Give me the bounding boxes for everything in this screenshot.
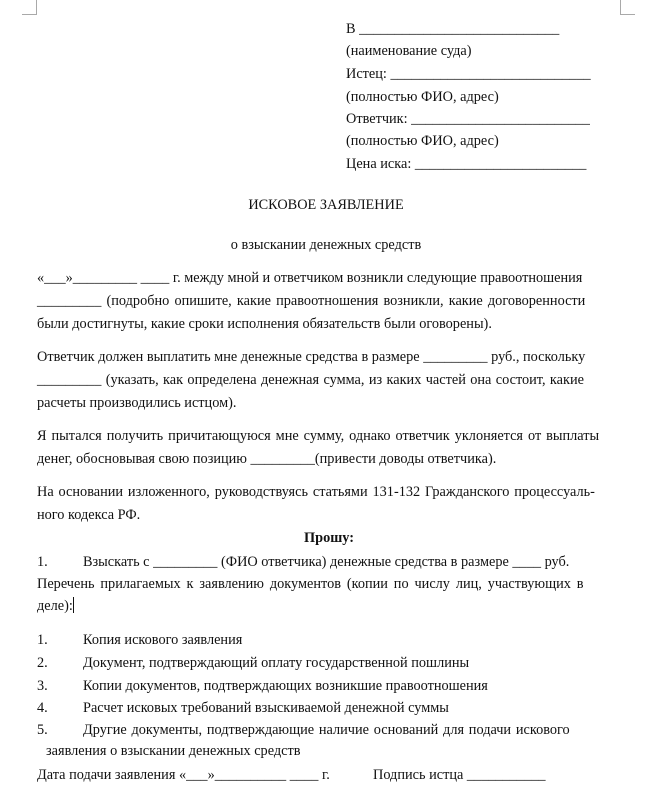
paragraph-line: ного кодекса РФ. [37,507,141,523]
defendant-blank: _________________________ [411,111,590,127]
list-item-number: 2. [37,655,48,671]
defendant-line [346,110,590,128]
list-item [0,629,652,651]
request-heading: Прошу: [304,530,355,546]
plaintiff-label: Истец: [346,66,387,82]
list-item-number: 1. [37,632,48,648]
list-item-number: 5. [37,722,48,738]
list-item-text: Копии документов, подтверждающих возникшие правоотношения [83,678,488,694]
court-blank: ____________________________ [359,21,560,37]
list-item-number: 3. [37,678,48,694]
attachments-intro-text: деле): [37,598,73,614]
document-title: ИСКОВОЕ ЗАЯВЛЕНИЕ [248,197,404,213]
request-item-text: Взыскать с _________ (ФИО ответчика) денежные средства в размере ____ руб. [83,554,570,570]
paragraph-line: _________ (указать, как определена денежная сумма, из каких частей она состоит, какие [37,372,584,388]
list-item [0,675,652,697]
court-prefix: В [346,21,356,37]
list-item [0,697,652,719]
page-corner-mark-right [620,0,635,15]
plaintiff-signature: Подпись истца ___________ [373,767,546,783]
paragraph-line: Я пытался получить причитающуюся мне сумму, однако ответчик уклоняется от выплаты [37,428,600,444]
defendant-hint: (полностью ФИО, адрес) [346,133,499,149]
list-item-continuation: заявления о взыскании денежных средств [46,743,301,759]
court-hint: (наименование суда) [346,43,472,59]
list-item-text: Другие документы, подтверждающие наличие оснований для подачи искового [83,722,570,738]
price-line [346,155,586,173]
price-blank: ________________________ [414,156,587,172]
paragraph-line: На основании изложенного, руководствуясь статьями 131-132 Гражданского процессуаль- [37,484,595,500]
list-item-text: Копия искового заявления [83,632,243,648]
text-cursor [73,597,74,613]
paragraph-line: денег, обосновывая свою позицию _________(привести доводы ответчика). [37,451,497,467]
request-item [0,551,652,573]
price-label: Цена иска: [346,156,412,172]
attachments-intro-line [37,597,74,615]
list-item-number: 4. [37,700,48,716]
attachments-intro-line: Перечень прилагаемых к заявлению документов (копии по числу лиц, участвующих в [37,576,584,592]
document-subtitle: о взыскании денежных средств [230,237,422,253]
paragraph-line: _________ (подробно опишите, какие правоотношения возникли, какие договоренности [37,293,586,309]
defendant-label: Ответчик: [346,111,408,127]
list-item [0,719,652,741]
filing-date: Дата подачи заявления «___»__________ ____ г. [37,767,330,783]
page-corner-mark-left [22,0,37,15]
paragraph-line: Ответчик должен выплатить мне денежные средства в размере _________ руб., поскольку [37,349,586,365]
plaintiff-line [346,65,591,83]
plaintiff-hint: (полностью ФИО, адрес) [346,89,499,105]
list-item-text: Документ, подтверждающий оплату государственной пошлины [83,655,470,671]
court-line [346,20,559,38]
paragraph-line: «___»_________ ____ г. между мной и ответчиком возникли следующие правоотношения [37,270,583,286]
plaintiff-blank: ____________________________ [390,66,591,82]
paragraph-line: расчеты производились истцом). [37,395,237,411]
paragraph-line: были достигнуты, какие сроки исполнения обязательств были оговорены). [37,316,492,332]
list-item [0,652,652,674]
list-item-text: Расчет исковых требований взыскиваемой денежной суммы [83,700,449,716]
request-item-number: 1. [37,554,48,570]
